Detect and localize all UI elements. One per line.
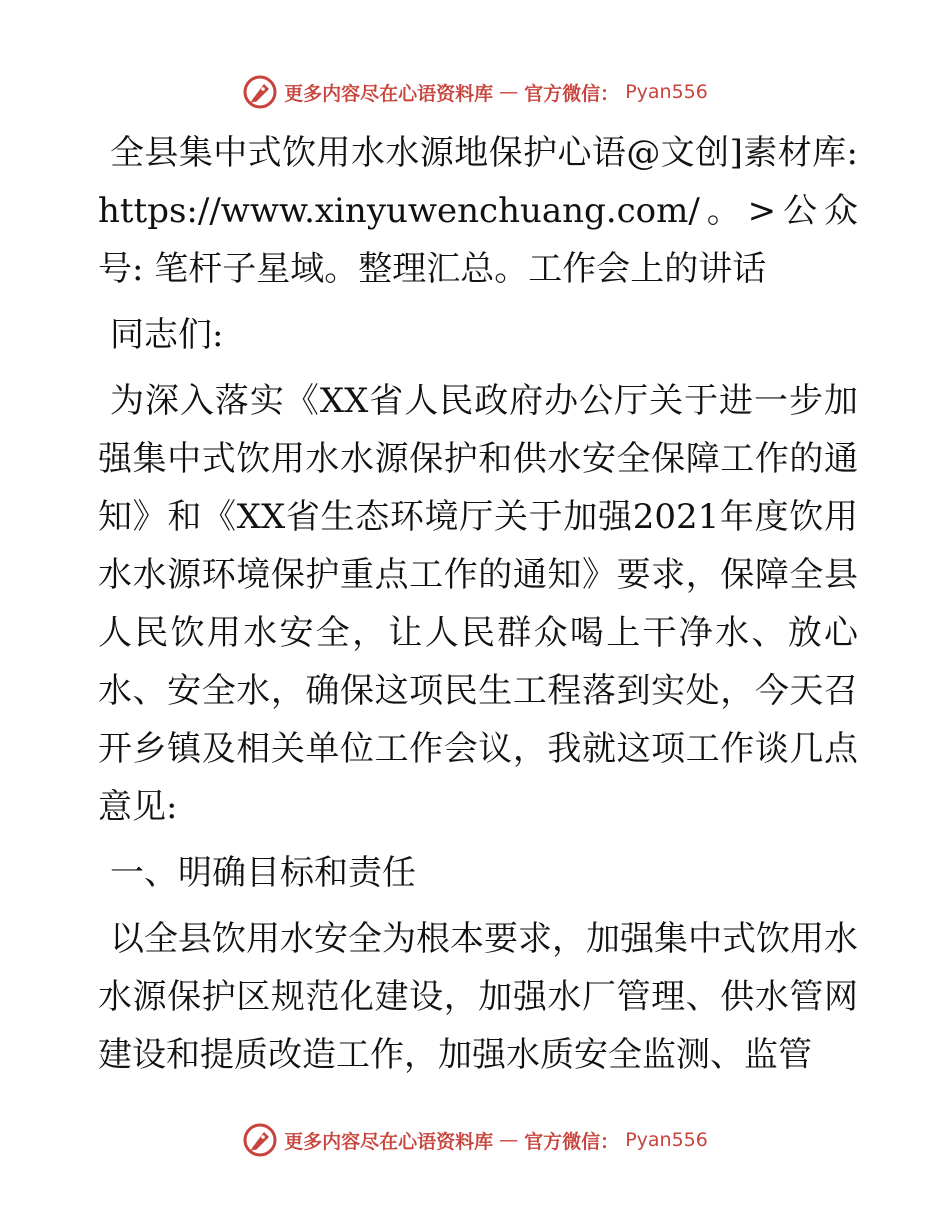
banner-dash: — (499, 81, 519, 103)
document-body (98, 124, 858, 1084)
banner-dash: — (499, 1129, 519, 1151)
banner-wechat-label: 官方微信： (524, 82, 620, 105)
section-heading-1: 一、明确目标和责任 (110, 853, 416, 893)
banner-site-text: 更多内容尽在心语资料库 (284, 82, 494, 105)
pen-nib-logo-icon (242, 1122, 278, 1158)
banner-site-text: 更多内容尽在心语资料库 (284, 1130, 494, 1153)
banner-wechat-label: 官方微信： (524, 1130, 620, 1153)
greeting: 同志们: (110, 315, 224, 355)
pen-nib-logo-icon (242, 74, 278, 110)
paragraph-intro: 为深入落实《XX省人民政府办公厅关于进一步加强集中式饮用水水源保护和供水安全保障工作的通知》和《XX省生态环境厅关于加强2021年度饮用水水源环境保护重点工作的通知》要求，保障全县人民饮用水安全，让人民群众喝上干净水、放心水、安全水，确保这项民生工程落到实处，今天召开乡镇及相关单位工作会议，我就这项工作谈几点意见: (98, 381, 858, 827)
banner-wechat-id: Pyan556 (625, 1129, 708, 1151)
header-banner[interactable] (0, 72, 950, 112)
banner-wechat-id: Pyan556 (625, 81, 708, 103)
document-header-text: 全县集中式饮用水水源地保护心语@文创]素材库: https://www.xinyuwenchuang.com/。>公众号: 笔杆子星域。整理汇总。工作会上的讲话 (98, 133, 858, 289)
footer-banner[interactable] (0, 1120, 950, 1160)
paragraph-goals: 以全县饮用水安全为根本要求，加强集中式饮用水水源保护区规范化建设，加强水厂管理、供水管网建设和提质改造工作，加强水质安全监测、监管 (98, 919, 858, 1075)
